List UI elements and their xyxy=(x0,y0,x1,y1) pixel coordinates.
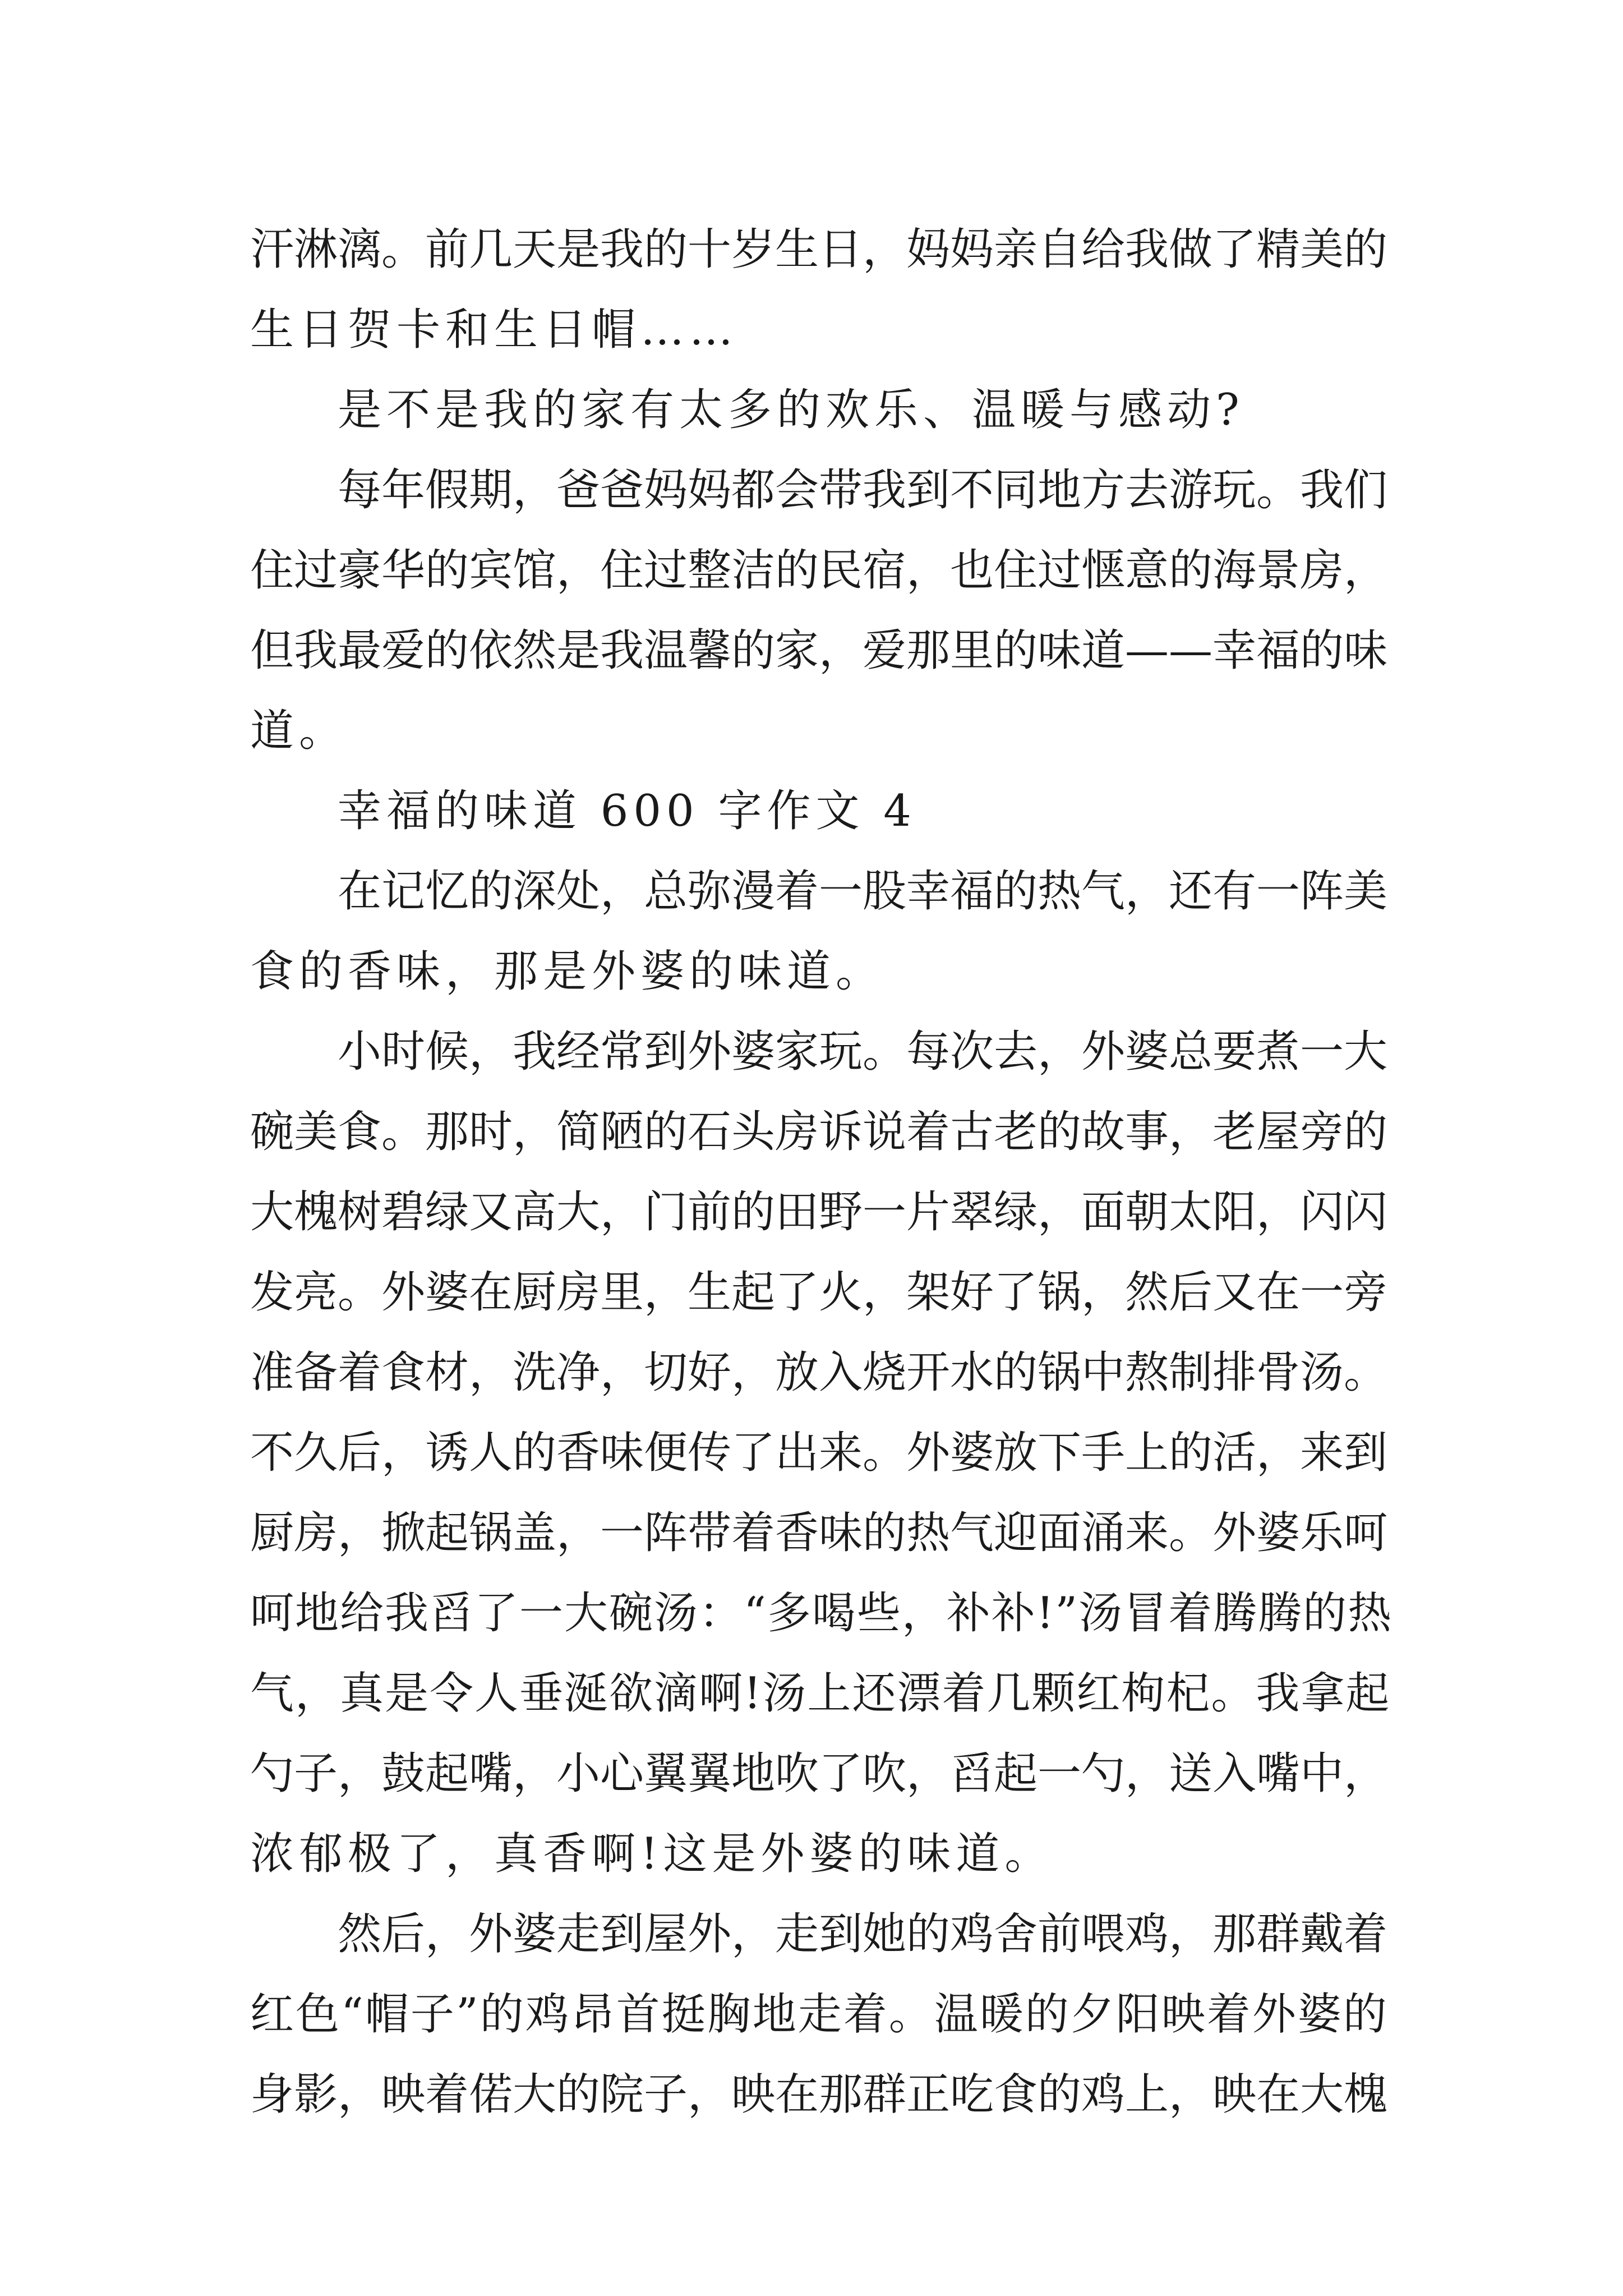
text-line: 发亮。外婆在厨房里，生起了火，架好了锅，然后又在一旁 xyxy=(250,1267,1388,1318)
text-line: 身影，映着偌大的院子，映在那群正吃食的鸡上，映在大槐 xyxy=(250,2069,1388,2120)
text-line: 浓郁极了，真香啊!这是外婆的味道。 xyxy=(250,1829,1054,1879)
paragraph-birthday xyxy=(250,210,1388,370)
text-line: 幸福的味道 600 字作文 4 xyxy=(338,786,916,836)
text-line: 在记忆的深处，总弥漫着一股幸福的热气，还有一阵美 xyxy=(338,866,1388,917)
paragraph-holiday xyxy=(250,450,1388,771)
text-line: 小时候，我经常到外婆家玩。每次去，外婆总要煮一大 xyxy=(338,1027,1388,1077)
text-line: 大槐树碧绿又高大，门前的田野一片翠绿，面朝太阳，闪闪 xyxy=(250,1187,1388,1237)
text-line: 碗美食。那时，简陋的石头房诉说着古老的故事，老屋旁的 xyxy=(250,1107,1388,1157)
text-line: 食的香味，那是外婆的味道。 xyxy=(250,946,885,997)
document-body xyxy=(250,210,1393,2135)
text-line: 准备着食材，洗净，切好，放入烧开水的锅中熬制排骨汤。 xyxy=(250,1347,1388,1398)
essay-title xyxy=(250,771,1377,852)
text-line: 但我最爱的依然是我温馨的家，爱那里的味道——幸福的味 xyxy=(250,625,1388,676)
text-line: 是不是我的家有太多的欢乐、温暖与感动? xyxy=(338,385,1244,435)
text-line: 厨房，掀起锅盖，一阵带着香味的热气迎面涌来。外婆乐呵 xyxy=(250,1508,1388,1558)
paragraph-memory xyxy=(250,852,1388,1012)
text-line: 气，真是令人垂涎欲滴啊!汤上还漂着几颗红枸杞。我拿起 xyxy=(250,1668,1391,1719)
text-line: 不久后，诱人的香味便传了出来。外婆放下手上的活，来到 xyxy=(250,1428,1388,1478)
paragraph-chickens xyxy=(250,1894,1389,2135)
paragraph-question xyxy=(250,370,1377,450)
text-line: 生日贺卡和生日帽…… xyxy=(250,305,739,355)
paragraph-soup xyxy=(250,1012,1393,1894)
text-line: 红色“帽子”的鸡昂首挺胸地走着。温暖的夕阳映着外婆的 xyxy=(250,1989,1389,2040)
text-line: 勺子，鼓起嘴，小心翼翼地吹了吹，舀起一勺，送入嘴中， xyxy=(250,1749,1388,1799)
text-line: 然后，外婆走到屋外，走到她的鸡舍前喂鸡，那群戴着 xyxy=(338,1909,1388,1959)
text-line: 道。 xyxy=(250,706,348,756)
text-line: 汗淋漓。前几天是我的十岁生日，妈妈亲自给我做了精美的 xyxy=(250,224,1388,275)
text-line: 呵地给我舀了一大碗汤：“多喝些，补补!”汤冒着腾腾的热 xyxy=(250,1588,1393,1639)
text-line: 住过豪华的宾馆，住过整洁的民宿，也住过惬意的海景房， xyxy=(250,545,1388,596)
text-line: 每年假期，爸爸妈妈都会带我到不同地方去游玩。我们 xyxy=(338,465,1388,516)
